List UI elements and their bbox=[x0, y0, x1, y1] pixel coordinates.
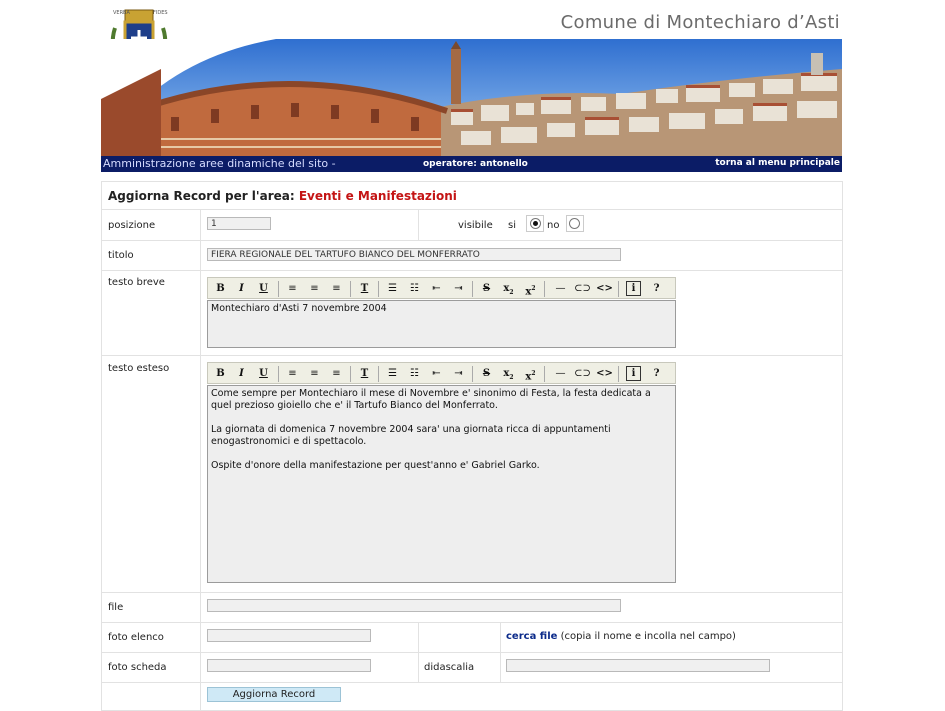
banner-photo bbox=[101, 39, 842, 156]
posizione-input[interactable]: 1 bbox=[207, 217, 271, 230]
outdent-icon[interactable]: ⇤ bbox=[432, 368, 441, 379]
indent-icon[interactable]: ⇥ bbox=[454, 283, 463, 294]
update-record-button[interactable]: Aggiorna Record bbox=[207, 687, 341, 702]
html-source-button[interactable]: <> bbox=[596, 283, 613, 294]
info-button[interactable]: i bbox=[626, 281, 641, 296]
page-wrapper bbox=[101, 0, 842, 700]
foto-scheda-label: foto scheda bbox=[108, 662, 167, 673]
testo-esteso-editor[interactable] bbox=[207, 385, 676, 583]
testo-esteso-paragraph-3: Ospite d'onore della manifestazione per quest'anno e' Gabriel Garko. bbox=[211, 460, 540, 471]
horizontal-rule-icon[interactable]: — bbox=[555, 283, 566, 294]
crest-motto-right: FIDES bbox=[153, 10, 168, 16]
foto-elenco-label: foto elenco bbox=[108, 632, 164, 643]
foto-scheda-input[interactable] bbox=[207, 659, 371, 672]
strikethrough-button[interactable]: S bbox=[482, 283, 491, 294]
update-record-form bbox=[101, 181, 843, 711]
testo-esteso-label: testo esteso bbox=[108, 363, 170, 374]
underline-button[interactable]: U bbox=[259, 368, 268, 379]
foto-scheda-row bbox=[102, 653, 842, 683]
didascalia-label: didascalia bbox=[424, 662, 475, 673]
form-heading: Aggiorna Record per l'area: Eventi e Manifestazioni bbox=[108, 189, 457, 203]
align-right-icon[interactable]: ≡ bbox=[332, 368, 341, 379]
testo-esteso-paragraph-1: Come sempre per Montechiaro il mese di Novembre e' sinonimo di Festa, la festa dedicata a quel prezioso gioiello che e' il Tartufo Bianco del Monferrato. bbox=[211, 388, 651, 411]
site-title: Comune di Montechiaro d’Asti bbox=[560, 12, 840, 33]
form-heading-row bbox=[102, 182, 842, 210]
align-center-icon[interactable]: ≡ bbox=[310, 283, 319, 294]
visibile-no-label: no bbox=[547, 220, 560, 231]
cerca-file-hint: (copia il nome e incolla nel campo) bbox=[560, 631, 736, 642]
operator-info: operatore: antonello bbox=[423, 159, 528, 169]
html-source-button[interactable]: <> bbox=[596, 368, 613, 379]
visibile-si-radio[interactable] bbox=[530, 218, 541, 229]
testo-breve-row bbox=[102, 271, 842, 356]
operator-name: antonello bbox=[480, 159, 528, 169]
testo-esteso-paragraph-2: La giornata di domenica 7 novembre 2004 sara' una giornata ricca di appuntamenti enogastronomici e di spettacolo. bbox=[211, 424, 611, 447]
align-center-icon[interactable]: ≡ bbox=[310, 368, 319, 379]
titolo-label: titolo bbox=[108, 250, 134, 261]
subscript-button[interactable]: $x_2$ bbox=[503, 368, 514, 381]
back-to-menu-link[interactable]: torna al menu principale bbox=[715, 158, 840, 168]
align-left-icon[interactable]: ≡ bbox=[288, 283, 297, 294]
visibile-si-label: si bbox=[508, 220, 516, 231]
bold-button[interactable]: B bbox=[216, 283, 225, 294]
ordered-list-icon[interactable]: ☰ bbox=[388, 368, 397, 379]
subscript-button[interactable]: $x_2$ bbox=[503, 283, 514, 296]
titolo-row bbox=[102, 241, 842, 271]
superscript-button[interactable]: $x^2$ bbox=[525, 370, 536, 383]
indent-icon[interactable]: ⇥ bbox=[454, 368, 463, 379]
site-header bbox=[101, 0, 842, 172]
foto-elenco-input[interactable] bbox=[207, 629, 371, 642]
ordered-list-icon[interactable]: ☰ bbox=[388, 283, 397, 294]
foto-elenco-row bbox=[102, 623, 842, 653]
posizione-label: posizione bbox=[108, 220, 156, 231]
align-right-icon[interactable]: ≡ bbox=[332, 283, 341, 294]
clean-format-button[interactable]: T bbox=[360, 368, 369, 379]
visibile-label: visibile bbox=[458, 220, 493, 231]
file-row bbox=[102, 593, 842, 623]
didascalia-input[interactable] bbox=[506, 659, 770, 672]
submit-row bbox=[102, 683, 842, 710]
admin-title: Amministrazione aree dinamiche del sito - bbox=[103, 157, 336, 170]
bold-button[interactable]: B bbox=[216, 368, 225, 379]
strikethrough-button[interactable]: S bbox=[482, 368, 491, 379]
link-icon[interactable]: ⊂⊃ bbox=[574, 368, 591, 379]
align-left-icon[interactable]: ≡ bbox=[288, 368, 297, 379]
help-button[interactable]: ? bbox=[653, 368, 660, 379]
posizione-row bbox=[102, 210, 842, 241]
testo-breve-editor[interactable]: Montechiaro d'Asti 7 novembre 2004 bbox=[207, 300, 676, 348]
italic-button[interactable]: I bbox=[239, 283, 244, 294]
outdent-icon[interactable]: ⇤ bbox=[432, 283, 441, 294]
testo-esteso-row bbox=[102, 356, 842, 593]
testo-esteso-toolbar bbox=[207, 362, 676, 384]
cerca-file-group bbox=[506, 631, 736, 642]
cerca-file-link[interactable]: cerca file bbox=[506, 631, 558, 642]
superscript-button[interactable]: $x^2$ bbox=[525, 285, 536, 298]
testo-breve-toolbar bbox=[207, 277, 676, 299]
italic-button[interactable]: I bbox=[239, 368, 244, 379]
horizontal-rule-icon[interactable]: — bbox=[555, 368, 566, 379]
unordered-list-icon[interactable]: ☷ bbox=[410, 283, 419, 294]
clean-format-button[interactable]: T bbox=[360, 283, 369, 294]
crest-motto-left: VERBA bbox=[113, 10, 130, 16]
titolo-input[interactable]: FIERA REGIONALE DEL TARTUFO BIANCO DEL MONFERRATO bbox=[207, 248, 621, 261]
underline-button[interactable]: U bbox=[259, 283, 268, 294]
testo-breve-label: testo breve bbox=[108, 277, 165, 288]
link-icon[interactable]: ⊂⊃ bbox=[574, 283, 591, 294]
admin-bar bbox=[101, 156, 842, 172]
info-button[interactable]: i bbox=[626, 366, 641, 381]
unordered-list-icon[interactable]: ☷ bbox=[410, 368, 419, 379]
file-label: file bbox=[108, 602, 124, 613]
help-button[interactable]: ? bbox=[653, 283, 660, 294]
visibile-no-radio[interactable] bbox=[569, 218, 580, 229]
area-name: Eventi e Manifestazioni bbox=[298, 189, 457, 203]
file-input[interactable] bbox=[207, 599, 621, 612]
